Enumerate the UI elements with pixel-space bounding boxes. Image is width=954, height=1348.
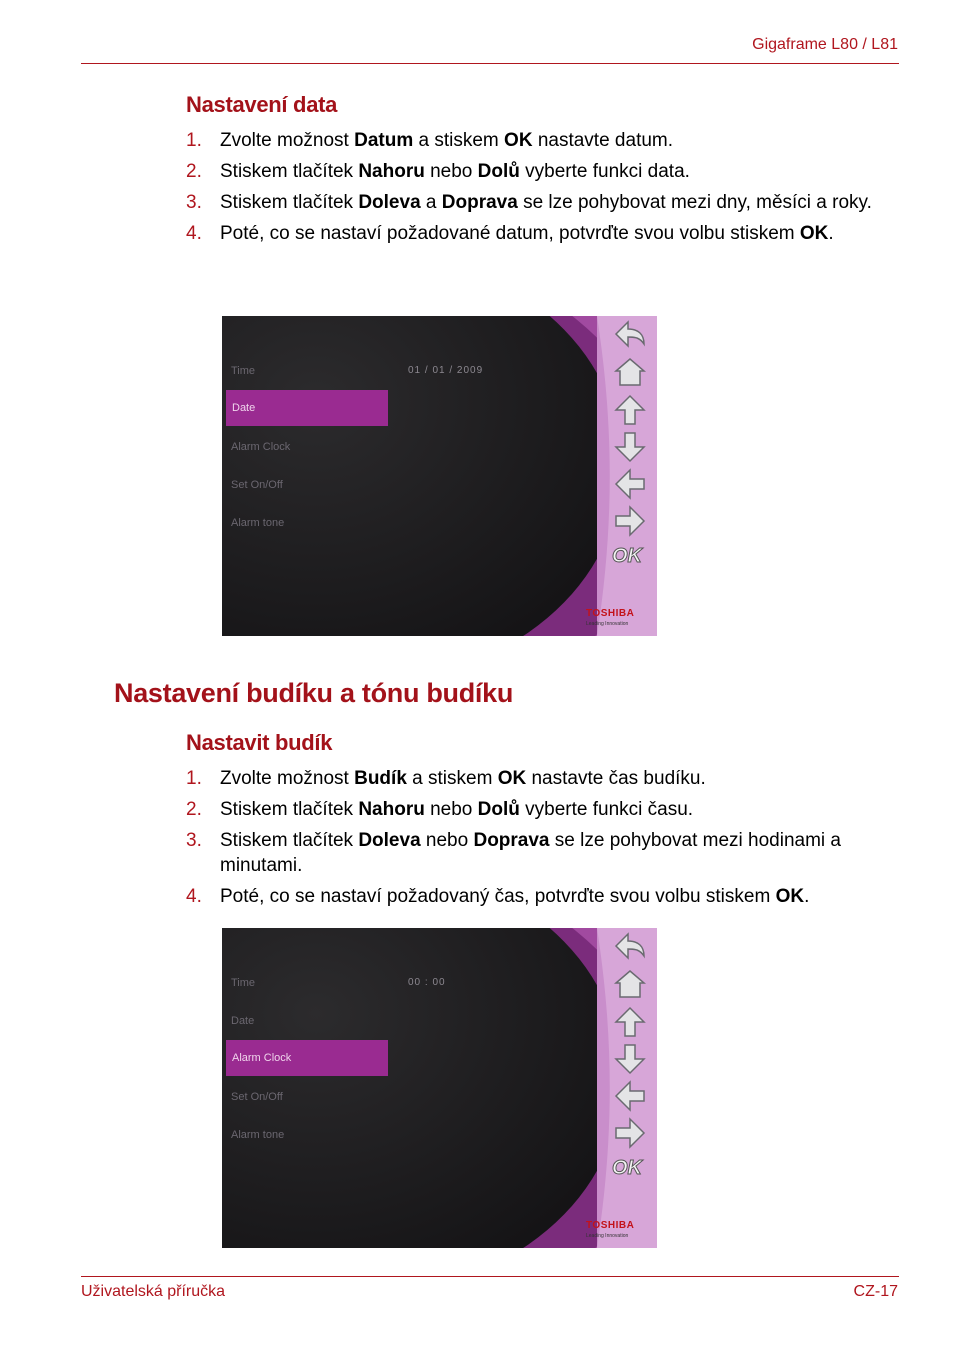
step-number: 3.: [186, 830, 202, 851]
step-number: 4.: [186, 223, 202, 244]
step-keyword: OK: [497, 768, 527, 789]
arrow-up-icon: [613, 394, 647, 426]
step-text: Stiskem tlačítek: [220, 830, 359, 851]
step-keyword: Budík: [354, 768, 407, 789]
step-item: [186, 828, 906, 878]
screen-menu-item: Date: [231, 1015, 255, 1027]
screen-menu-item: Time: [231, 977, 256, 989]
arrow-back-icon: [613, 932, 647, 964]
arrow-down-icon: [613, 431, 647, 463]
step-item: [186, 221, 906, 246]
step-text: nebo: [420, 830, 474, 851]
step-text: se lze pohybovat mezi hodinami a minutami.: [220, 830, 841, 876]
step-item: [186, 884, 906, 909]
header-rule: [81, 63, 899, 64]
step-keyword: OK: [775, 886, 805, 907]
arrow-right-icon: [613, 505, 647, 537]
screen-value-readout: 00 : 00: [408, 977, 446, 988]
step-keyword: OK: [504, 130, 533, 151]
step-keyword: Doprava: [441, 192, 518, 213]
step-number: 1.: [186, 768, 202, 789]
step-text: a: [420, 192, 442, 213]
step-number: 2.: [186, 799, 202, 820]
arrow-left-icon: [613, 1080, 647, 1112]
section-alarm-heading: Nastavení budíku a tónu budíku: [114, 678, 514, 708]
step-number: 4.: [186, 886, 202, 907]
screen-menu-item: Set On/Off: [231, 479, 283, 491]
step-text: Stiskem tlačítek: [220, 161, 359, 182]
step-keyword: Nahoru: [358, 161, 425, 182]
step-item: [186, 159, 906, 184]
footer-left: Uživatelská příručka: [81, 1283, 226, 1300]
screen-value-readout: 01 / 01 / 2009: [408, 365, 484, 376]
page-number: CZ-17: [853, 1283, 898, 1300]
arrow-right-icon: [613, 1117, 647, 1149]
step-keyword: Datum: [354, 130, 414, 151]
screen-background: [222, 316, 657, 636]
step-keyword: Doleva: [358, 192, 421, 213]
alarm-screenshot: [222, 928, 657, 1248]
home-icon: [613, 357, 647, 389]
section-date-heading: Nastavení data: [186, 92, 338, 117]
step-keyword: Nahoru: [358, 799, 425, 820]
arrow-down-icon: [613, 1043, 647, 1075]
step-text: Stiskem tlačítek: [220, 192, 359, 213]
step-keyword: Doprava: [473, 830, 550, 851]
step-number: 3.: [186, 192, 202, 213]
step-item: [186, 128, 906, 153]
alarm-subheading: Nastavit budík: [186, 730, 333, 755]
date-steps-list: [186, 128, 906, 252]
step-keyword: Dolů: [477, 799, 520, 820]
step-text: nebo: [424, 161, 478, 182]
arrow-up-icon: [613, 1006, 647, 1038]
step-keyword: OK: [799, 223, 829, 244]
step-text: nastavte datum.: [532, 130, 674, 151]
date-screenshot: [222, 316, 657, 636]
home-icon: [613, 969, 647, 1001]
step-text: Zvolte možnost: [220, 768, 355, 789]
screen-menu-item: Time: [231, 365, 256, 377]
screen-menu-item: Set On/Off: [231, 1091, 283, 1103]
step-keyword: Doleva: [358, 830, 421, 851]
step-text: .: [804, 886, 810, 907]
step-text: nastavte čas budíku.: [526, 768, 706, 789]
step-text: .: [828, 223, 834, 244]
screen-menu-item: Alarm tone: [231, 1129, 285, 1141]
alarm-steps-list: [186, 766, 906, 915]
step-text: vyberte funkci času.: [519, 799, 694, 820]
ok-icon: OK: [612, 545, 642, 567]
step-item: [186, 766, 906, 791]
brand-logo: TOSHIBA: [586, 608, 635, 619]
step-item: [186, 797, 906, 822]
screen-menu-item: Alarm Clock: [226, 1040, 388, 1076]
brand-tagline: Leading Innovation: [586, 1233, 629, 1239]
header-title: Gigaframe L80 / L81: [752, 36, 898, 53]
brand-logo: TOSHIBA: [586, 1220, 635, 1231]
step-text: Stiskem tlačítek: [220, 799, 359, 820]
step-keyword: Dolů: [477, 161, 520, 182]
step-number: 1.: [186, 130, 202, 151]
brand-tagline: Leading Innovation: [586, 621, 629, 627]
step-text: se lze pohybovat mezi dny, měsíci a roky.: [517, 192, 872, 213]
step-item: [186, 190, 906, 215]
screen-menu-item: Date: [226, 390, 388, 426]
step-text: nebo: [424, 799, 478, 820]
step-number: 2.: [186, 161, 202, 182]
arrow-left-icon: [613, 468, 647, 500]
step-text: Zvolte možnost: [220, 130, 355, 151]
step-text: Poté, co se nastaví požadovaný čas, potvrďte svou volbu stiskem: [220, 886, 776, 907]
screen-menu-item: Alarm tone: [231, 517, 285, 529]
ok-icon: OK: [612, 1157, 642, 1179]
step-text: Poté, co se nastaví požadované datum, potvrďte svou volbu stiskem: [220, 223, 800, 244]
arrow-back-icon: [613, 320, 647, 352]
step-text: vyberte funkci data.: [519, 161, 690, 182]
footer-rule: [81, 1276, 899, 1277]
step-text: a stiskem: [406, 768, 498, 789]
screen-menu-item: Alarm Clock: [231, 441, 291, 453]
screen-background: [222, 928, 657, 1248]
step-text: a stiskem: [413, 130, 505, 151]
